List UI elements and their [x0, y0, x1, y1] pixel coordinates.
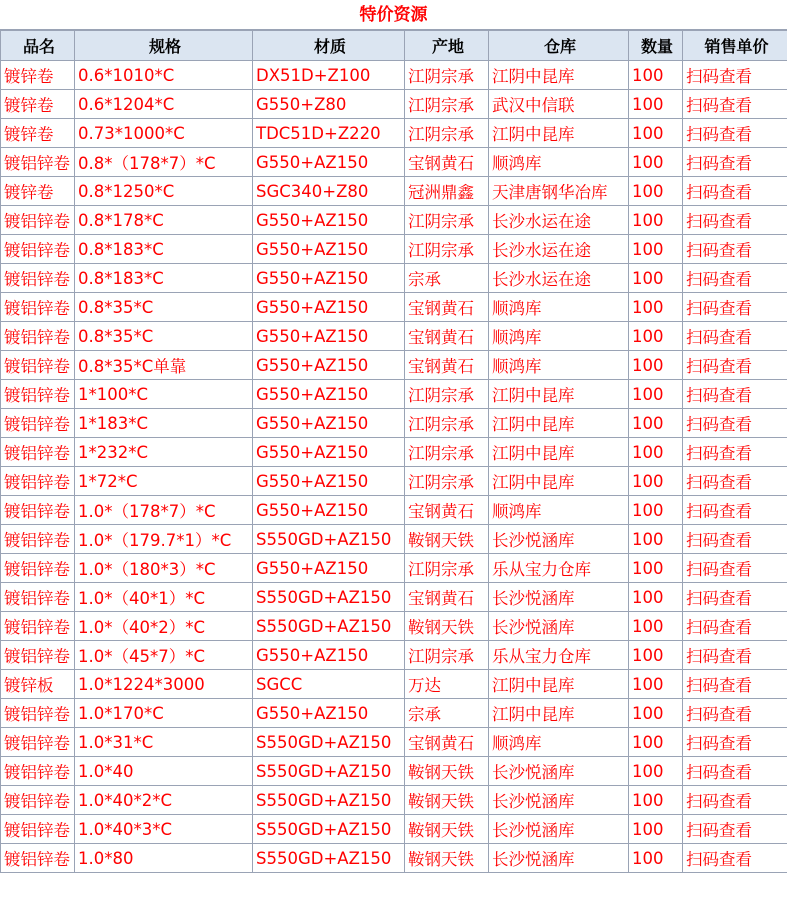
price-cell: 扫码查看: [683, 554, 787, 583]
quantity-cell: 100: [629, 90, 683, 119]
warehouse-cell: 乐从宝力仓库: [489, 641, 629, 670]
origin-cell: 鞍钢天铁: [405, 786, 489, 815]
quantity-cell: 100: [629, 438, 683, 467]
price-cell: 扫码查看: [683, 757, 787, 786]
material-cell: S550GD+AZ150: [253, 583, 405, 612]
warehouse-cell: 天津唐钢华冶库: [489, 177, 629, 206]
name-cell: 镀铝锌卷: [1, 409, 75, 438]
price-cell: 扫码查看: [683, 496, 787, 525]
quantity-cell: 100: [629, 525, 683, 554]
name-cell: 镀铝锌卷: [1, 467, 75, 496]
warehouse-cell: 武汉中信联: [489, 90, 629, 119]
origin-cell: 宝钢黄石: [405, 322, 489, 351]
name-cell: 镀铝锌卷: [1, 699, 75, 728]
material-cell: G550+AZ150: [253, 554, 405, 583]
quantity-cell: 100: [629, 119, 683, 148]
material-cell: SGC340+Z80: [253, 177, 405, 206]
quantity-cell: 100: [629, 583, 683, 612]
table-row: [1, 61, 787, 90]
name-cell: 镀铝锌卷: [1, 525, 75, 554]
column-header-spec: 规格: [75, 31, 253, 61]
price-cell: 扫码查看: [683, 380, 787, 409]
origin-cell: 宝钢黄石: [405, 583, 489, 612]
material-cell: S550GD+AZ150: [253, 525, 405, 554]
spec-cell: 1.0*（178*7）*C: [75, 496, 253, 525]
name-cell: 镀铝锌卷: [1, 844, 75, 873]
warehouse-cell: 长沙悦涵库: [489, 844, 629, 873]
name-cell: 镀铝锌卷: [1, 235, 75, 264]
name-cell: 镀铝锌卷: [1, 351, 75, 380]
table-row: [1, 351, 787, 380]
quantity-cell: 100: [629, 728, 683, 757]
price-cell: 扫码查看: [683, 235, 787, 264]
quantity-cell: 100: [629, 322, 683, 351]
material-cell: G550+AZ150: [253, 467, 405, 496]
name-cell: 镀铝锌卷: [1, 438, 75, 467]
material-cell: S550GD+AZ150: [253, 728, 405, 757]
material-cell: G550+AZ150: [253, 641, 405, 670]
table-row: [1, 409, 787, 438]
warehouse-cell: 江阴中昆库: [489, 438, 629, 467]
column-header-warehouse: 仓库: [489, 31, 629, 61]
origin-cell: 宝钢黄石: [405, 496, 489, 525]
spec-cell: 1*100*C: [75, 380, 253, 409]
spec-cell: 0.8*（178*7）*C: [75, 148, 253, 177]
spec-cell: 1.0*40: [75, 757, 253, 786]
origin-cell: 宗承: [405, 264, 489, 293]
spec-cell: 1.0*（180*3）*C: [75, 554, 253, 583]
quantity-cell: 100: [629, 61, 683, 90]
quantity-cell: 100: [629, 467, 683, 496]
quantity-cell: 100: [629, 235, 683, 264]
quantity-cell: 100: [629, 612, 683, 641]
table-row: [1, 583, 787, 612]
material-cell: G550+AZ150: [253, 351, 405, 380]
warehouse-cell: 顺鸿库: [489, 496, 629, 525]
column-header-price: 销售单价: [683, 31, 787, 61]
table-row: [1, 844, 787, 873]
name-cell: 镀铝锌卷: [1, 148, 75, 177]
price-cell: 扫码查看: [683, 467, 787, 496]
warehouse-cell: 长沙悦涵库: [489, 525, 629, 554]
price-cell: 扫码查看: [683, 90, 787, 119]
spec-cell: 1.0*40*2*C: [75, 786, 253, 815]
name-cell: 镀铝锌卷: [1, 612, 75, 641]
origin-cell: 宗承: [405, 699, 489, 728]
origin-cell: 鞍钢天铁: [405, 815, 489, 844]
quantity-cell: 100: [629, 815, 683, 844]
warehouse-cell: 江阴中昆库: [489, 119, 629, 148]
warehouse-cell: 长沙水运在途: [489, 264, 629, 293]
table-row: [1, 264, 787, 293]
origin-cell: 江阴宗承: [405, 90, 489, 119]
name-cell: 镀铝锌卷: [1, 554, 75, 583]
name-cell: 镀铝锌卷: [1, 380, 75, 409]
origin-cell: 江阴宗承: [405, 61, 489, 90]
material-cell: G550+AZ150: [253, 235, 405, 264]
material-cell: G550+AZ150: [253, 380, 405, 409]
price-cell: 扫码查看: [683, 699, 787, 728]
price-cell: 扫码查看: [683, 670, 787, 699]
quantity-cell: 100: [629, 351, 683, 380]
name-cell: 镀铝锌卷: [1, 786, 75, 815]
price-cell: 扫码查看: [683, 177, 787, 206]
origin-cell: 宝钢黄石: [405, 728, 489, 757]
quantity-cell: 100: [629, 670, 683, 699]
spec-cell: 0.8*183*C: [75, 235, 253, 264]
spec-cell: 0.8*35*C单靠: [75, 351, 253, 380]
material-cell: G550+AZ150: [253, 409, 405, 438]
table-row: [1, 322, 787, 351]
price-cell: 扫码查看: [683, 61, 787, 90]
material-cell: S550GD+AZ150: [253, 844, 405, 873]
table-row: [1, 496, 787, 525]
name-cell: 镀铝锌卷: [1, 815, 75, 844]
spec-cell: 1.0*170*C: [75, 699, 253, 728]
table-row: [1, 612, 787, 641]
table-row: [1, 525, 787, 554]
spec-cell: 1.0*（179.7*1）*C: [75, 525, 253, 554]
table-body: [1, 61, 787, 873]
material-cell: G550+AZ150: [253, 496, 405, 525]
price-cell: 扫码查看: [683, 293, 787, 322]
table-row: [1, 641, 787, 670]
origin-cell: 鞍钢天铁: [405, 844, 489, 873]
spec-cell: 0.6*1010*C: [75, 61, 253, 90]
origin-cell: 鞍钢天铁: [405, 612, 489, 641]
spec-cell: 0.8*35*C: [75, 322, 253, 351]
spec-cell: 1.0*（45*7）*C: [75, 641, 253, 670]
material-cell: DX51D+Z100: [253, 61, 405, 90]
quantity-cell: 100: [629, 699, 683, 728]
name-cell: 镀铝锌卷: [1, 206, 75, 235]
table-row: [1, 728, 787, 757]
resource-table: [0, 30, 787, 873]
name-cell: 镀铝锌卷: [1, 293, 75, 322]
table-row: [1, 90, 787, 119]
warehouse-cell: 顺鸿库: [489, 293, 629, 322]
spec-cell: 0.8*35*C: [75, 293, 253, 322]
material-cell: S550GD+AZ150: [253, 786, 405, 815]
warehouse-cell: 江阴中昆库: [489, 380, 629, 409]
header-row: [1, 31, 787, 61]
origin-cell: 江阴宗承: [405, 438, 489, 467]
table-row: [1, 293, 787, 322]
name-cell: 镀铝锌卷: [1, 757, 75, 786]
quantity-cell: 100: [629, 177, 683, 206]
spec-cell: 1*72*C: [75, 467, 253, 496]
table-row: [1, 815, 787, 844]
origin-cell: 江阴宗承: [405, 380, 489, 409]
material-cell: S550GD+AZ150: [253, 757, 405, 786]
price-cell: 扫码查看: [683, 786, 787, 815]
price-cell: 扫码查看: [683, 438, 787, 467]
material-cell: SGCC: [253, 670, 405, 699]
column-header-name: 品名: [1, 31, 75, 61]
price-cell: 扫码查看: [683, 409, 787, 438]
origin-cell: 江阴宗承: [405, 119, 489, 148]
warehouse-cell: 顺鸿库: [489, 351, 629, 380]
name-cell: 镀锌卷: [1, 61, 75, 90]
material-cell: S550GD+AZ150: [253, 815, 405, 844]
table-row: [1, 467, 787, 496]
spec-cell: 1*232*C: [75, 438, 253, 467]
price-cell: 扫码查看: [683, 844, 787, 873]
warehouse-cell: 长沙悦涵库: [489, 786, 629, 815]
material-cell: G550+AZ150: [253, 322, 405, 351]
price-cell: 扫码查看: [683, 815, 787, 844]
price-cell: 扫码查看: [683, 583, 787, 612]
name-cell: 镀锌卷: [1, 177, 75, 206]
warehouse-cell: 长沙悦涵库: [489, 815, 629, 844]
table-row: [1, 438, 787, 467]
price-cell: 扫码查看: [683, 351, 787, 380]
warehouse-cell: 长沙悦涵库: [489, 757, 629, 786]
quantity-cell: 100: [629, 264, 683, 293]
material-cell: G550+AZ150: [253, 148, 405, 177]
spec-cell: 1.0*1224*3000: [75, 670, 253, 699]
column-header-origin: 产地: [405, 31, 489, 61]
spec-cell: 1.0*80: [75, 844, 253, 873]
price-cell: 扫码查看: [683, 525, 787, 554]
origin-cell: 冠洲鼎鑫: [405, 177, 489, 206]
origin-cell: 江阴宗承: [405, 409, 489, 438]
spec-cell: 0.8*183*C: [75, 264, 253, 293]
spec-cell: 1.0*31*C: [75, 728, 253, 757]
material-cell: TDC51D+Z220: [253, 119, 405, 148]
material-cell: G550+AZ150: [253, 206, 405, 235]
warehouse-cell: 顺鸿库: [489, 148, 629, 177]
quantity-cell: 100: [629, 380, 683, 409]
origin-cell: 江阴宗承: [405, 467, 489, 496]
quantity-cell: 100: [629, 496, 683, 525]
quantity-cell: 100: [629, 293, 683, 322]
price-cell: 扫码查看: [683, 728, 787, 757]
spec-cell: 1.0*40*3*C: [75, 815, 253, 844]
warehouse-cell: 长沙悦涵库: [489, 612, 629, 641]
quantity-cell: 100: [629, 148, 683, 177]
warehouse-cell: 江阴中昆库: [489, 699, 629, 728]
spec-cell: 1*183*C: [75, 409, 253, 438]
material-cell: G550+AZ150: [253, 293, 405, 322]
table-row: [1, 148, 787, 177]
column-header-material: 材质: [253, 31, 405, 61]
name-cell: 镀锌卷: [1, 90, 75, 119]
quantity-cell: 100: [629, 554, 683, 583]
name-cell: 镀铝锌卷: [1, 496, 75, 525]
name-cell: 镀铝锌卷: [1, 583, 75, 612]
origin-cell: 宝钢黄石: [405, 148, 489, 177]
material-cell: G550+AZ150: [253, 438, 405, 467]
spec-cell: 0.8*1250*C: [75, 177, 253, 206]
material-cell: G550+Z80: [253, 90, 405, 119]
warehouse-cell: 江阴中昆库: [489, 467, 629, 496]
origin-cell: 江阴宗承: [405, 554, 489, 583]
price-cell: 扫码查看: [683, 264, 787, 293]
material-cell: G550+AZ150: [253, 264, 405, 293]
warehouse-cell: 长沙水运在途: [489, 206, 629, 235]
origin-cell: 鞍钢天铁: [405, 757, 489, 786]
name-cell: 镀锌卷: [1, 119, 75, 148]
warehouse-cell: 长沙水运在途: [489, 235, 629, 264]
table-row: [1, 206, 787, 235]
material-cell: S550GD+AZ150: [253, 612, 405, 641]
name-cell: 镀铝锌卷: [1, 322, 75, 351]
origin-cell: 宝钢黄石: [405, 351, 489, 380]
name-cell: 镀铝锌卷: [1, 264, 75, 293]
table-row: [1, 699, 787, 728]
quantity-cell: 100: [629, 409, 683, 438]
table-row: [1, 786, 787, 815]
table-row: [1, 177, 787, 206]
origin-cell: 鞍钢天铁: [405, 525, 489, 554]
warehouse-cell: 顺鸿库: [489, 322, 629, 351]
origin-cell: 万达: [405, 670, 489, 699]
spec-cell: 0.8*178*C: [75, 206, 253, 235]
price-cell: 扫码查看: [683, 119, 787, 148]
quantity-cell: 100: [629, 757, 683, 786]
table-row: [1, 235, 787, 264]
warehouse-cell: 乐从宝力仓库: [489, 554, 629, 583]
quantity-cell: 100: [629, 641, 683, 670]
warehouse-cell: 江阴中昆库: [489, 409, 629, 438]
table-row: [1, 670, 787, 699]
column-header-quantity: 数量: [629, 31, 683, 61]
price-cell: 扫码查看: [683, 148, 787, 177]
quantity-cell: 100: [629, 786, 683, 815]
spec-cell: 0.6*1204*C: [75, 90, 253, 119]
material-cell: G550+AZ150: [253, 699, 405, 728]
origin-cell: 江阴宗承: [405, 641, 489, 670]
name-cell: 镀铝锌卷: [1, 641, 75, 670]
price-cell: 扫码查看: [683, 612, 787, 641]
table-row: [1, 554, 787, 583]
warehouse-cell: 顺鸿库: [489, 728, 629, 757]
price-cell: 扫码查看: [683, 641, 787, 670]
spec-cell: 1.0*（40*1）*C: [75, 583, 253, 612]
warehouse-cell: 江阴中昆库: [489, 670, 629, 699]
quantity-cell: 100: [629, 206, 683, 235]
origin-cell: 江阴宗承: [405, 235, 489, 264]
warehouse-cell: 江阴中昆库: [489, 61, 629, 90]
table-row: [1, 380, 787, 409]
sheet-title: 特价资源: [0, 0, 787, 30]
quantity-cell: 100: [629, 844, 683, 873]
spec-cell: 0.73*1000*C: [75, 119, 253, 148]
name-cell: 镀锌板: [1, 670, 75, 699]
warehouse-cell: 长沙悦涵库: [489, 583, 629, 612]
name-cell: 镀铝锌卷: [1, 728, 75, 757]
table-row: [1, 757, 787, 786]
price-cell: 扫码查看: [683, 322, 787, 351]
origin-cell: 宝钢黄石: [405, 293, 489, 322]
spec-cell: 1.0*（40*2）*C: [75, 612, 253, 641]
price-cell: 扫码查看: [683, 206, 787, 235]
table-row: [1, 119, 787, 148]
origin-cell: 江阴宗承: [405, 206, 489, 235]
